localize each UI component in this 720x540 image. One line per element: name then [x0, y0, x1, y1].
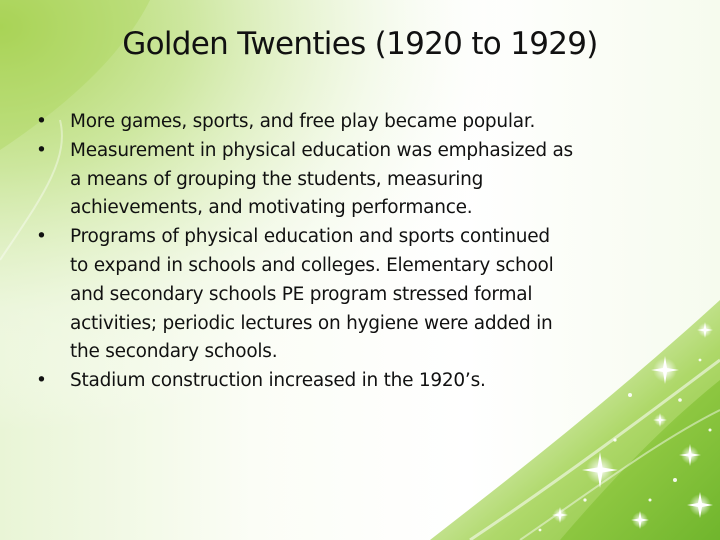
bullet-dot: •	[36, 370, 47, 392]
bullet-line: achievements, and motivating performance.	[70, 197, 473, 219]
bullet-dot: •	[36, 226, 47, 248]
bullet-line: Measurement in physical education was emphasized as	[70, 139, 573, 161]
bullet-line: activities; periodic lectures on hygiene were added in	[70, 312, 553, 334]
bullet-dot: •	[36, 139, 47, 161]
bullet-list	[36, 108, 696, 396]
bullet-line: Programs of physical education and sports continued	[70, 226, 550, 248]
bullet-item	[36, 108, 696, 137]
bullet-item	[36, 223, 696, 367]
bullet-item	[36, 137, 696, 223]
bullet-line: the secondary schools.	[70, 341, 278, 363]
bullet-line: a means of grouping the students, measuring	[70, 168, 484, 190]
slide-title: Golden Twenties (1920 to 1929)	[122, 26, 598, 62]
bullet-line: More games, sports, and free play became popular.	[70, 111, 536, 132]
bullet-line: Stadium construction increased in the 1920’s.	[70, 370, 486, 392]
bullet-line: to expand in schools and colleges. Elementary school	[70, 254, 554, 276]
bullet-line: and secondary schools PE program stressed formal	[70, 283, 533, 305]
bullet-dot: •	[36, 111, 47, 132]
bullet-item	[36, 367, 696, 396]
